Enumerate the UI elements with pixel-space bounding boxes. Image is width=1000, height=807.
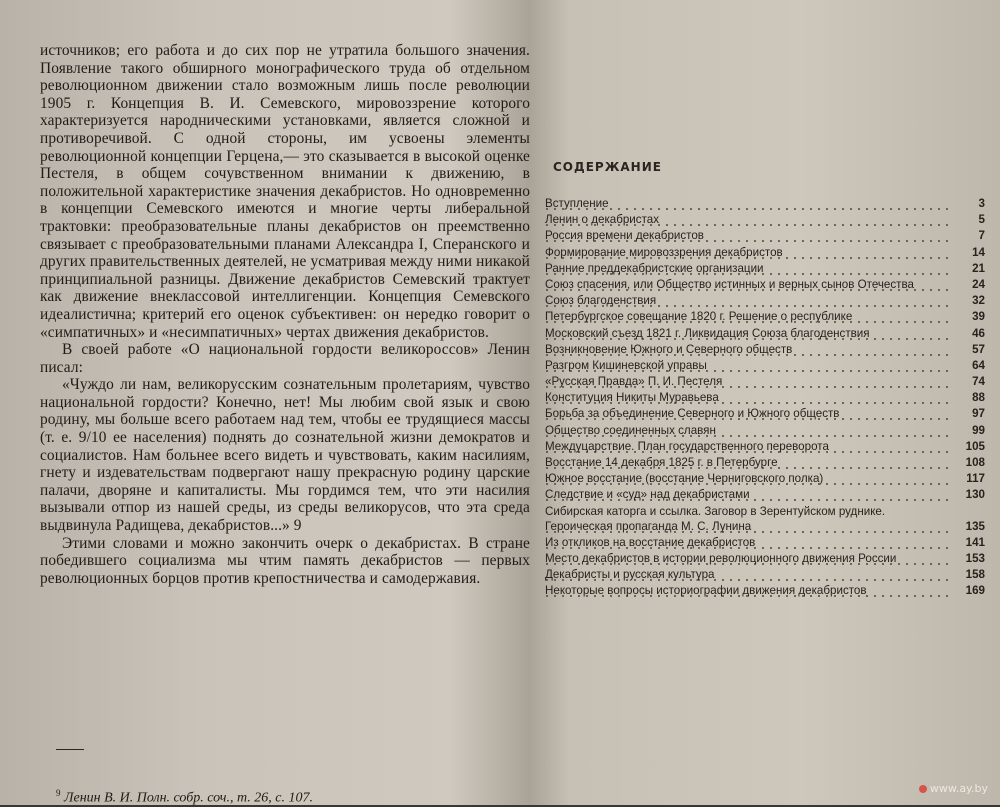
- toc-entry-page: 21: [972, 261, 985, 275]
- toc-entry: [545, 374, 985, 389]
- toc-entry-title: Формирование мировоззрения декабристов: [545, 245, 951, 260]
- toc-entry: [545, 196, 985, 211]
- toc-entry-title: Южное восстание (восстание Черниговского полка): [545, 471, 951, 486]
- toc-entry-page: 135: [965, 519, 985, 533]
- toc-entry-page: 5: [978, 213, 985, 227]
- toc-entry: [545, 439, 985, 454]
- site-logo-icon: [919, 785, 927, 793]
- toc-entry-title: Из откликов на восстание декабристов: [545, 535, 951, 550]
- toc-entry: [545, 277, 985, 292]
- toc-entry-page: 24: [972, 277, 985, 291]
- toc-entry-title: «Русская Правда» П. И. Пестеля: [545, 374, 951, 389]
- toc-entry-title: Возникновение Южного и Северного обществ: [545, 342, 951, 357]
- left-page: [40, 42, 530, 806]
- toc-entry-page: 64: [972, 358, 985, 372]
- toc-entry: [545, 504, 985, 534]
- watermark-text: www.ay.by: [929, 782, 988, 795]
- toc-entry: [545, 535, 985, 550]
- toc-entry-title: Сибирская каторга и ссылка. Заговор в Зерентуйском руднике. Героическая пропаганда М. С. Лунина: [545, 504, 951, 534]
- toc-entry: [545, 358, 985, 373]
- toc-entry-title: Восстание 14 декабря 1825 г. в Петербурге: [545, 455, 951, 470]
- toc-entry-title: Ленин о декабристах: [545, 212, 951, 227]
- toc-entry-page: 130: [965, 488, 985, 502]
- toc-entry: [545, 309, 985, 324]
- watermark: [919, 782, 988, 795]
- toc-entry-title: Петербургское совещание 1820 г. Решение о республике: [545, 309, 951, 324]
- toc-entry-page: 105: [965, 439, 985, 453]
- toc-entry-title: Московский съезд 1821 г. Ликвидация Союза благоденствия: [545, 326, 951, 341]
- toc-entry-title: Россия времени декабристов: [545, 228, 951, 243]
- paragraph-semevsky: источников; его работа и до сих пор не утратила большого значения. Появление такого обширного монографического труда об отдельном революционном движении стало возможным лишь после революции 1905 г. Концепция В. И. Семевского, мировоззрение которого характеризуется народническими установками, является сложной и противоречивой. С одной стороны, им усвоены элементы революционной концепции Герцена,— это сказывается в высокой оценке Пестеля, в общем сочувственном внимании к движению, в положительной характеристике значения декабристов. Но одновременно в концепции Семевского имеются и многие черты либеральной трактовки: преобразовательные планы декабристов он преемственно связывает с преобразовательными планами Александра I, Сперанского и других правительственных деятелей, не усматривая между ними никакой принципиальной разницы. Движение декабристов Семевский трактует как движение внеклассовой интеллигенции. Концепция Семевского идеалистична; критерий его оценок субъективен: он нередко говорит о «симпатичных» и «несимпатичных» чертах движения декабристов.: [40, 42, 530, 341]
- toc-entry-title: Некоторые вопросы историографии движения декабристов: [545, 583, 951, 598]
- toc-entry-page: 14: [972, 245, 985, 259]
- toc-entry-page: 32: [972, 294, 985, 308]
- toc-entry: [545, 406, 985, 421]
- toc-entry: [545, 487, 985, 502]
- toc-entry-page: 108: [965, 456, 985, 469]
- toc-entry: [545, 551, 985, 566]
- toc-entry-title: Общество соединенных славян: [545, 423, 951, 438]
- toc-entry: [545, 583, 985, 598]
- toc-entry: [545, 261, 985, 276]
- footnote-mark: 9: [56, 788, 61, 798]
- toc-entry-page: 74: [972, 375, 985, 389]
- toc-entry: [545, 212, 985, 227]
- toc-entry-title: Борьба за объединение Северного и Южного обществ: [545, 406, 951, 421]
- toc-entry-page: 88: [972, 391, 985, 405]
- toc-entry-title: Разгром Кишиневской управы: [545, 358, 951, 373]
- footnote-rule: [56, 749, 84, 750]
- toc-entry-page: 158: [965, 568, 985, 582]
- toc-entry: [545, 390, 985, 405]
- toc-entry-title: Место декабристов в истории революционного движения России: [545, 551, 951, 566]
- toc-entry-page: 153: [965, 551, 985, 565]
- toc-entry-page: 7: [978, 229, 985, 243]
- toc-entry-title: Вступление: [545, 196, 951, 211]
- footnote: [56, 788, 516, 807]
- paragraph-lenin-quote: «Чуждо ли нам, великорусским сознательным пролетариям, чувство национальной гордости? Конечно, нет! Мы любим свой язык и свою родину, мы больше всего работаем над тем, чтобы ее трудящиеся массы (т. е. 9/10 ее населения) поднять до сознательной жизни демократов и социалистов. Нам больнее всего видеть и чувствовать, каким насилиям, гнету и издевательствам подвергают нашу прекрасную родину царские палачи, дворяне и капиталисты. Мы гордимся тем, что эти насилия вызывали отпор из нашей среды, из среды великорусов, что эта среда выдвинула Радищева, декабристов...» 9: [40, 376, 530, 535]
- toc-entry-page: 117: [966, 472, 985, 486]
- toc-heading: СОДЕРЖАНИЕ: [553, 160, 662, 174]
- toc-entry: [545, 228, 985, 243]
- toc-entry: [545, 342, 985, 357]
- toc-entry-title: Следствие и «суд» над декабристами: [545, 487, 951, 502]
- right-page: [545, 160, 985, 690]
- paragraph-lenin-intro: В своей работе «О национальной гордости великороссов» Ленин писал:: [40, 341, 530, 376]
- toc-entry-page: 169: [965, 584, 985, 598]
- toc-entry-title: Декабристы и русская культура: [545, 567, 951, 582]
- toc-entry-title: Союз спасения, или Общество истинных и верных сынов Отечества: [545, 277, 951, 292]
- table-of-contents: [545, 196, 985, 598]
- toc-entry: [545, 245, 985, 260]
- toc-entry: [545, 471, 985, 486]
- toc-entry-page: 99: [972, 423, 985, 437]
- paragraph-conclusion: Этими словами и можно закончить очерк о декабристах. В стране победившего социализма мы чтим память декабристов — первых революционных борцов против крепостничества и самодержавия.: [40, 534, 530, 587]
- toc-entry-page: 3: [978, 197, 985, 210]
- toc-entry: [545, 455, 985, 470]
- toc-entry: [545, 567, 985, 582]
- toc-entry: [545, 423, 985, 438]
- footnote-text: Ленин В. И. Полн. собр. соч., т. 26, с. 107.: [64, 790, 313, 806]
- toc-entry: [545, 293, 985, 308]
- toc-entry-title: Союз благоденствия: [545, 293, 951, 308]
- toc-entry-page: 141: [965, 535, 985, 549]
- toc-entry-title: Конституция Никиты Муравьева: [545, 390, 951, 405]
- toc-entry-page: 57: [972, 342, 985, 356]
- toc-entry-page: 46: [972, 326, 985, 340]
- toc-entry-page: 39: [972, 310, 985, 324]
- toc-entry: [545, 326, 985, 341]
- left-page-body: [40, 42, 530, 587]
- toc-entry-title: Междуцарствие. План государственного переворота: [545, 439, 951, 454]
- toc-entry-title: Ранние преддекабристские организации: [545, 261, 951, 276]
- toc-entry-page: 97: [972, 407, 985, 421]
